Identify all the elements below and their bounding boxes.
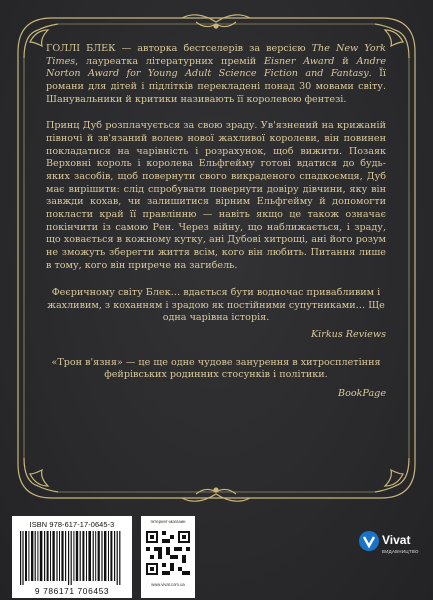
barcode-bars [20,531,124,585]
nyt-title: The New York Times [46,43,386,67]
bio-text-1: — авторка бестселерів за версією [115,43,312,54]
publisher-name: Vivat [382,533,411,547]
qr-label: Інтернет-магазин [150,519,186,524]
review-quote-kirkus: Феєричному світу Блек… вдається бути водночас привабливим і жахливим, з коханням і зрадою як постійними супутниками… Ще одна чарівна історія. [47,287,385,324]
qr-url: www.vivat.com.ua [151,582,185,587]
barcode-digits: 9 786171 706453 [34,586,110,596]
barcode-panel [12,516,132,598]
book-blurb: Принц Дуб розплачується за свою зраду. Ув'язнений на крижаній півночі й зв'язаний волею нової жахливої королеви, він повинен покладатися на чарівність і розрахунок, щоб вижити. Позаяк Верховні король і королева Ельфгейму готові вдатися до будь-яких засобів, щоб повернути свого викраденого спадкоємця, Дуб має вирішити: слід спробувати повернути довіру дівчини, яку він завжди кохав, чи залишитися вірним Ельфгейму й допомогти покласти край її правлінню — навіть якщо це також означає покінчити із самою Рен. Через війну, що наближається, і зраду, що ховається в кожному кутку, ані Дубові хитрощі, ані його розум не зможуть зберегти життя всім, кого він любить. Питання лише в тому, кого він приречe на загибель. [46,120,386,271]
back-cover-text [46,43,386,401]
bottom-strip [0,512,433,600]
qr-code[interactable] [146,531,190,575]
review-source-kirkus: Kirkus Reviews [311,329,386,341]
bio-text-2: , лауреатка літературних премій [75,55,264,67]
award-andre-norton: Andre Norton Award for Young Adult Science Fiction and Fantasy [46,55,386,80]
review-quote-bookpage: «Трон в'язня» — це ще одне чудове занурення в хитросплетіння фейрівських родинних стосунків і політики. [51,356,381,381]
qr-panel [141,516,195,598]
review-source-bookpage: BookPage [338,388,386,400]
bio-text-4: . Її романи для дітей і підлітків перекладені понад 30 мовами світу. Шанувальники й критики називають її королевою фентезі. [46,68,386,105]
bio-text-3: й [334,55,357,67]
author-name: ГОЛЛІ БЛЕК [46,43,116,54]
isbn-label: ISBN 978-617-17-0645-3 [29,520,115,529]
author-bio [46,43,386,106]
publisher-subtitle: ВИДАВНИЦТВО [382,549,419,554]
publisher-logo [358,528,418,562]
vivat-logo-icon [358,530,380,552]
award-eisner: Eisner Award [264,55,335,67]
